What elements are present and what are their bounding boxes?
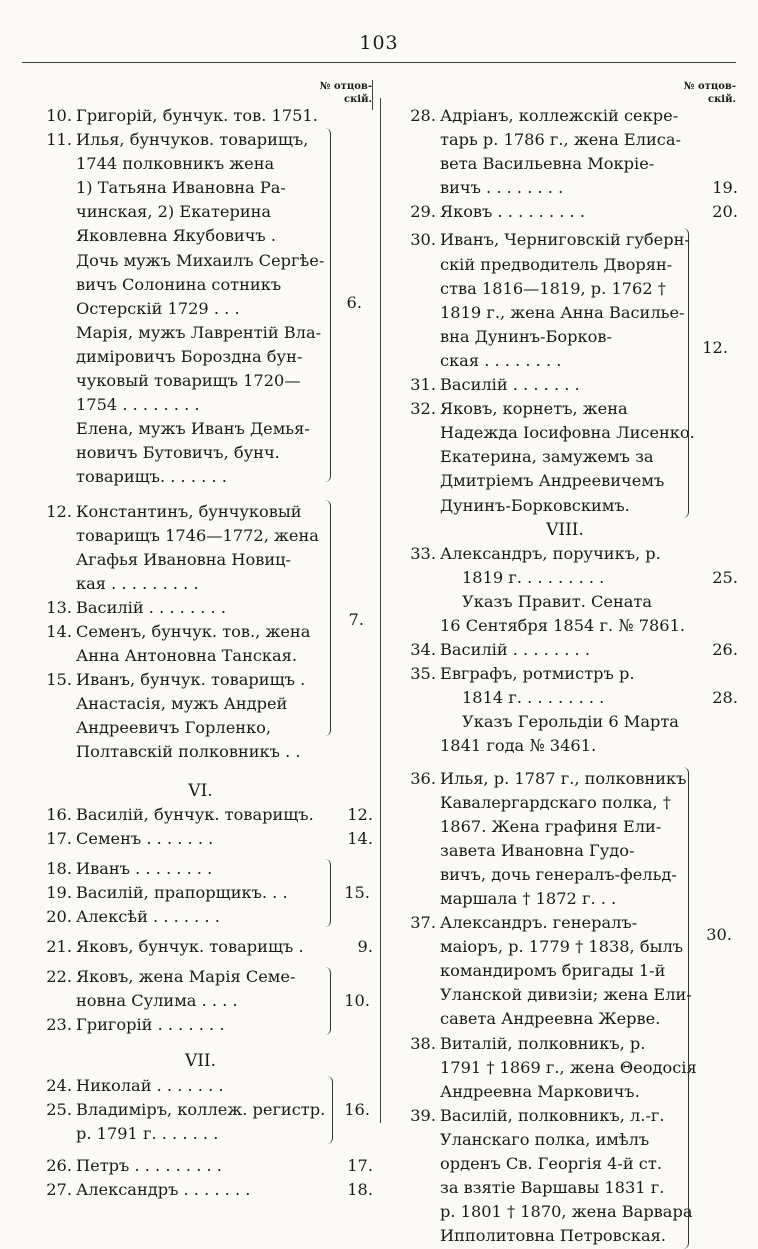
entry-line: 1819 г., жена Анна Василье-	[440, 302, 685, 322]
entry-line: Анастасія, мужъ Андрей	[76, 694, 288, 714]
entry-line: Яковъ, жена Марія Семе-	[76, 967, 296, 987]
entry-line: Илья, бунчуков. товарищъ,	[76, 130, 309, 150]
entry-number: 20.	[46, 907, 72, 926]
entry-line: новичъ Бутовичъ, бунч.	[76, 443, 280, 463]
entry-number: 22.	[46, 967, 72, 987]
entry-text: Яковъ, бунчук. товарищъ .	[76, 937, 304, 957]
entry-line: Андреевичъ Горленко,	[76, 718, 272, 738]
generation-heading-vi: VI.	[188, 780, 213, 801]
entry-line: командиромъ бригады 1-й	[440, 961, 666, 981]
entry-line: Константинъ, бунчуковый	[76, 501, 302, 521]
entry-line: Указъ Герольдіи 6 Марта	[462, 712, 679, 732]
entry-text	[440, 662, 698, 758]
entry-line: Ипполитовна Петровская.	[440, 1226, 666, 1246]
group-18-20	[28, 857, 373, 929]
entry-number: 31.	[410, 375, 436, 395]
entry-text	[440, 397, 738, 517]
father-ref: 12.	[702, 338, 728, 358]
entry-11	[28, 128, 373, 489]
entry-line: 1744 полковникъ жена	[76, 154, 275, 174]
entry-line: Илья, р. 1787 г., полковникъ	[440, 768, 687, 788]
bracket	[324, 859, 331, 927]
entry-line: диміровичъ Бороздна бун-	[76, 346, 303, 366]
bracket	[324, 967, 331, 1035]
entry-line: Кавалергардскаго полка, †	[440, 792, 671, 812]
entry-line: чинская, 2) Екатерина	[76, 202, 272, 222]
entry-text: Василій . . . . . . . .	[76, 597, 226, 617]
entry-line: 1754 . . . . . . . .	[76, 395, 200, 415]
entry-20	[28, 905, 373, 929]
entry-number: 19.	[46, 882, 72, 902]
entry-number: 12.	[46, 501, 72, 521]
father-ref: 19.	[712, 178, 738, 198]
entry-line: Дунинъ-Борковскимъ.	[440, 495, 630, 515]
entry-text: Василій, бунчук. товарищъ.	[76, 804, 314, 824]
entry-line: ская . . . . . . . .	[440, 350, 562, 370]
column-header-left: № отцов- скій.	[319, 81, 372, 105]
entry-line: 1814 г. . . . . . . . .	[462, 688, 605, 708]
entry-line: Дочь мужъ Михаилъ Сергѣе-	[76, 250, 325, 270]
entry-line: Марія, мужъ Лаврентій Вла-	[76, 322, 322, 342]
entry-18	[28, 857, 373, 881]
entry-number: 17.	[46, 828, 72, 848]
entry-text: Григорій, бунчук. тов. 1751.	[76, 106, 318, 125]
entry-text	[440, 767, 738, 912]
entry-19	[28, 881, 373, 905]
entry-25	[28, 1098, 373, 1146]
father-ref: 14.	[347, 828, 373, 848]
entry-line: Остерскій 1729 . . .	[76, 298, 240, 318]
entry-line: савета Андреевна Жерве.	[440, 1009, 661, 1029]
father-ref: 15.	[344, 882, 370, 902]
right-column	[392, 104, 738, 1248]
entry-line: Яковъ, корнетъ, жена	[440, 399, 628, 419]
entry-text: Петръ . . . . . . . . .	[76, 1155, 222, 1175]
entry-line: новна Сулима . . . .	[76, 991, 238, 1011]
bracket	[326, 1076, 333, 1144]
generation-heading-viii: VIII.	[546, 519, 584, 540]
entry-24	[28, 1074, 373, 1098]
entry-text	[440, 104, 698, 200]
entry-line: кая . . . . . . . . .	[76, 573, 199, 593]
entry-line: Дмитріемъ Андреевичемъ	[440, 471, 665, 491]
entry-text: Яковъ . . . . . . . . .	[440, 202, 585, 222]
entry-line: за взятіе Варшавы 1831 г.	[440, 1178, 665, 1198]
entry-26	[28, 1154, 373, 1178]
father-ref: 20.	[712, 202, 738, 222]
entry-number: 27.	[46, 1179, 72, 1199]
column-divider	[380, 98, 381, 1123]
entry-number: 13.	[46, 597, 72, 617]
generation-heading-vii: VII.	[184, 1051, 217, 1072]
entry-line: скій предводитель Дворян-	[440, 254, 673, 274]
entry-line: Семенъ, бунчук. тов., жена	[76, 621, 311, 641]
father-ref: 12.	[347, 804, 373, 824]
entry-number: 21.	[46, 937, 72, 957]
entry-line: Адріанъ, коллежскій секре-	[440, 106, 679, 125]
entry-number: 26.	[46, 1155, 72, 1175]
entry-line: чуковый товарищъ 1720—	[76, 371, 301, 391]
entry-line: маршала † 1872 г. . .	[440, 889, 617, 908]
entry-line: маіоръ, р. 1779 † 1838, былъ	[440, 937, 684, 957]
entry-text	[440, 542, 698, 638]
entry-23	[28, 1013, 373, 1037]
top-rule	[22, 62, 736, 63]
entry-line: Иванъ, бунчук. товарищъ .	[76, 670, 306, 690]
group-12-15	[28, 500, 373, 765]
entry-number: 36.	[410, 768, 436, 788]
entry-line: Василій, полковникъ, л.-г.	[440, 1105, 665, 1125]
father-ref: 30.	[706, 924, 732, 944]
entry-text: Александръ . . . . . . .	[76, 1179, 251, 1199]
entry-text: Иванъ . . . . . . . .	[76, 858, 213, 878]
entry-27	[28, 1178, 373, 1202]
entry-number: 39.	[410, 1105, 436, 1125]
entry-22	[28, 965, 373, 1013]
bracket	[682, 228, 689, 518]
entry-number: 16.	[46, 804, 72, 824]
entry-number: 25.	[46, 1099, 72, 1119]
entry-text	[440, 911, 738, 1031]
father-ref: 25.	[712, 567, 738, 587]
father-ref: 9.	[357, 937, 373, 957]
father-ref: 26.	[712, 640, 738, 660]
entry-line: Иванъ, Черниговскій губерн-	[440, 230, 690, 250]
entry-text: Григорій . . . . . . .	[76, 1015, 225, 1035]
entry-line: вета Васильевна Мокріе-	[440, 154, 655, 174]
entry-number: 24.	[46, 1075, 72, 1095]
father-ref: 6.	[346, 293, 362, 313]
entry-line: Указъ Правит. Сената	[462, 591, 653, 611]
entry-line: Елена, мужъ Иванъ Демья-	[76, 419, 310, 439]
entry-33	[392, 542, 738, 638]
entry-text	[440, 1104, 738, 1249]
entry-number: 18.	[46, 858, 72, 878]
entry-line: Уланской дивизіи; жена Ели-	[440, 985, 692, 1005]
entry-28	[392, 104, 738, 200]
entry-line: Екатерина, замужемъ за	[440, 447, 654, 467]
entry-number: 28.	[410, 106, 436, 125]
entry-line: завета Ивановна Гудо-	[440, 840, 635, 860]
father-ref: 16.	[344, 1099, 370, 1119]
entry-line: 16 Сентября 1854 г. № 7861.	[440, 615, 686, 635]
entry-line: ства 1816—1819, р. 1762 †	[440, 278, 666, 298]
column-header-right: № отцов- скій.	[683, 81, 736, 105]
entry-number: 29.	[410, 202, 436, 222]
entry-line: р. 1801 † 1870, жена Варвара	[440, 1202, 693, 1222]
father-ref: 10.	[344, 991, 370, 1011]
entry-35	[392, 662, 738, 758]
entry-14	[28, 620, 373, 668]
entry-number: 30.	[410, 230, 436, 250]
entry-number: 32.	[410, 399, 436, 419]
entry-line: вичъ, дочь генералъ-фельд-	[440, 864, 677, 884]
group-30-32	[392, 228, 738, 517]
entry-text	[440, 1032, 738, 1104]
group-24-25	[28, 1074, 373, 1146]
group-22-23	[28, 965, 373, 1037]
entry-line: Анна Антоновна Танская.	[76, 646, 298, 666]
entry-number: 11.	[46, 130, 72, 150]
entry-line: 1841 года № 3461.	[440, 736, 597, 756]
entry-line: Яковлевна Якубовичъ .	[76, 226, 277, 246]
entry-line: 1819 г. . . . . . . . .	[462, 567, 605, 587]
entry-number: 14.	[46, 621, 72, 641]
entry-number: 33.	[410, 543, 436, 563]
entry-line: вичъ . . . . . . . .	[440, 178, 564, 198]
entry-10	[28, 104, 373, 128]
entry-line: вна Дунинъ-Борков-	[440, 326, 612, 346]
entry-text: Николай . . . . . . .	[76, 1075, 224, 1095]
group-36-39	[392, 767, 738, 1249]
entry-line: Виталій, полковникъ, р.	[440, 1033, 646, 1053]
entry-line: Полтавскій полковникъ . .	[76, 742, 301, 762]
entry-34	[392, 638, 738, 662]
entry-number: 38.	[410, 1033, 436, 1053]
entry-line: орденъ Св. Георгія 4-й ст.	[440, 1154, 662, 1174]
entry-line: товарищъ 1746—1772, жена	[76, 525, 319, 545]
entry-line: р. 1791 г. . . . . . .	[76, 1123, 219, 1143]
entry-text: Семенъ . . . . . . .	[76, 828, 214, 848]
entry-text: Алексѣй . . . . . . .	[76, 907, 220, 926]
father-ref: 7.	[348, 609, 364, 629]
father-ref: 28.	[712, 688, 738, 708]
entry-12	[28, 500, 373, 596]
father-ref: 18.	[347, 1179, 373, 1199]
entry-line: 1867. Жена графиня Ели-	[440, 816, 662, 836]
entry-21	[28, 935, 373, 959]
entry-number: 34.	[410, 640, 436, 660]
bracket	[682, 767, 689, 1249]
entry-line: Евграфъ, ротмистръ р.	[440, 664, 635, 684]
entry-text: Василій . . . . . . . .	[440, 640, 590, 660]
left-column	[28, 104, 373, 1202]
entry-number: 10.	[46, 106, 72, 125]
entry-line: товарищъ. . . . . . .	[76, 467, 227, 487]
entry-16	[28, 803, 373, 827]
entry-13	[28, 596, 373, 620]
entry-number: 37.	[410, 913, 436, 933]
entry-line: вичъ Солонина сотникъ	[76, 274, 282, 294]
entry-line: Александръ. генералъ-	[440, 913, 638, 933]
entry-17	[28, 827, 373, 851]
entry-line: Александръ, поручикъ, р.	[440, 543, 661, 563]
entry-line: Уланскаго полка, имѣлъ	[440, 1129, 650, 1149]
entry-number: 35.	[410, 664, 436, 684]
entry-text: Василій, прапорщикъ. . .	[76, 882, 288, 902]
entry-line: Андреевна Марковичъ.	[440, 1081, 640, 1101]
entry-line: Надежда Іосифовна Лисенко.	[440, 423, 695, 443]
entry-number: 23.	[46, 1015, 72, 1035]
entry-line: тарь р. 1786 г., жена Елиса-	[440, 130, 681, 150]
entry-number: 15.	[46, 670, 72, 690]
entry-line: Владиміръ, коллеж. регистр.	[76, 1099, 326, 1119]
page-number: 103	[359, 32, 399, 54]
entry-line: 1) Татьяна Ивановна Ра-	[76, 178, 286, 198]
entry-text: Василій . . . . . . .	[440, 375, 580, 395]
entry-15	[28, 668, 373, 764]
entry-29	[392, 200, 738, 224]
entry-line: 1791 † 1869 г., жена Θеодосія	[440, 1057, 697, 1077]
father-ref: 17.	[347, 1155, 373, 1175]
entry-line: Агафья Ивановна Новиц-	[76, 549, 291, 569]
